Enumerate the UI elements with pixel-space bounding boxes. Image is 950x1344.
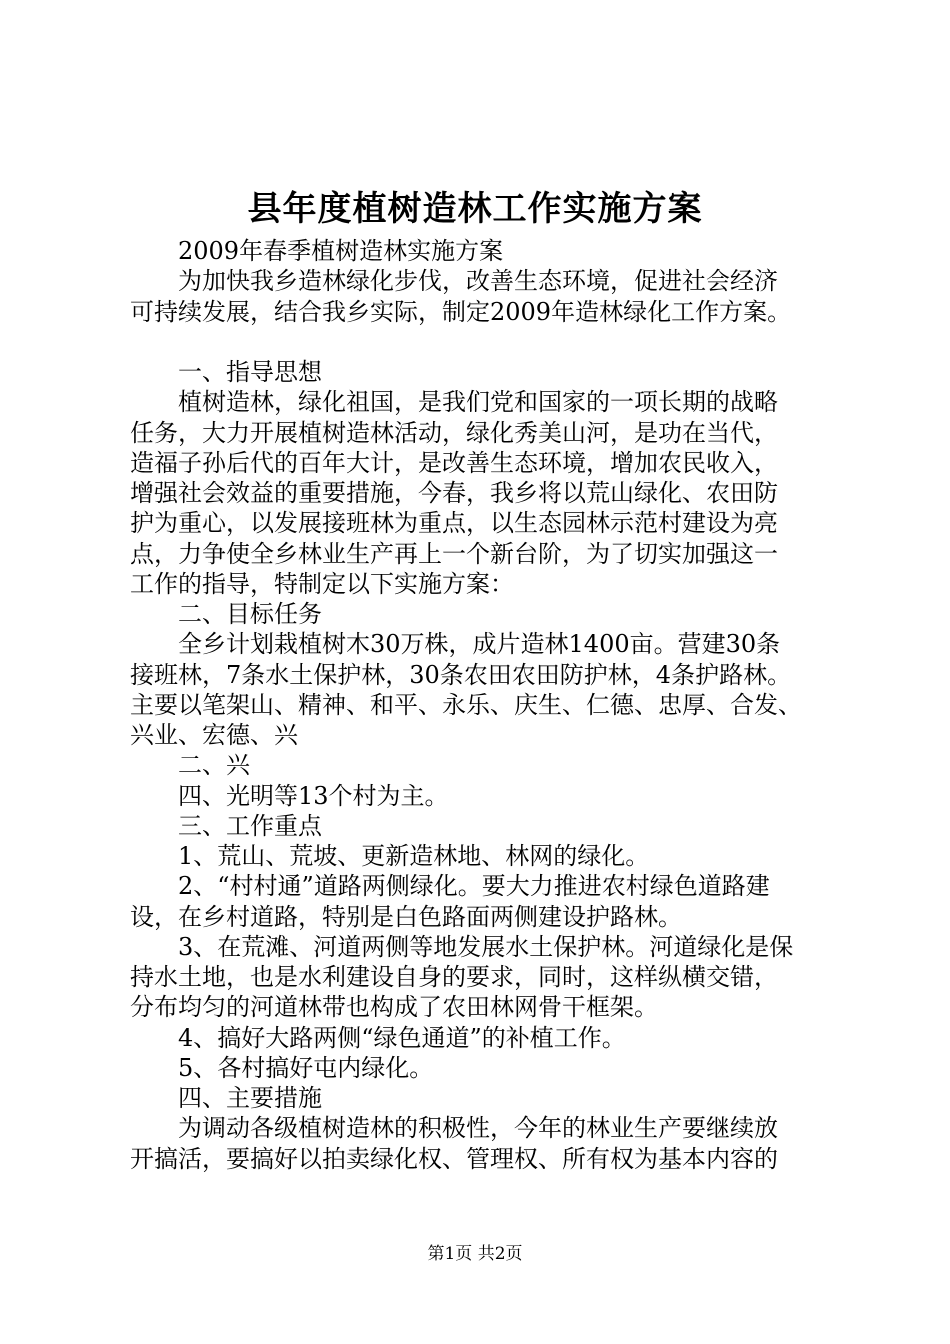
paragraph-line: 四、光明等13个村为主。 bbox=[178, 781, 449, 810]
paragraph-line: 为调动各级植树造林的积极性，今年的林业生产要继续放 bbox=[178, 1114, 778, 1143]
paragraph-line: 二、兴 bbox=[178, 751, 250, 780]
document-body bbox=[130, 236, 830, 1174]
document-title: 县年度植树造林工作实施方案 bbox=[247, 189, 703, 229]
paragraph-line: 2009年春季植树造林实施方案 bbox=[178, 237, 504, 265]
paragraph-line: 分布均匀的河道林带也构成了农田林网骨干框架。 bbox=[130, 993, 658, 1022]
paragraph-line: 为加快我乡造林绿化步伐，改善生态环境，促进社会经济 bbox=[178, 267, 778, 296]
section-heading: 四、主要措施 bbox=[178, 1084, 322, 1112]
paragraph-line: 全乡计划栽植树木30万株，成片造林1400亩。营建30条 bbox=[178, 630, 781, 659]
blank-line bbox=[130, 327, 830, 357]
paragraph-line: 任务，大力开展植树造林活动，绿化秀美山河，是功在当代， bbox=[130, 418, 778, 447]
paragraph-line: 护为重心，以发展接班林为重点，以生态园林示范村建设为亮 bbox=[130, 509, 778, 538]
paragraph-line: 可持续发展，结合我乡实际，制定2009年造林绿化工作方案。 bbox=[130, 297, 792, 326]
paragraph-line: 开搞活，要搞好以拍卖绿化权、管理权、所有权为基本内容的 bbox=[130, 1144, 778, 1173]
paragraph-line: 兴业、宏德、兴 bbox=[130, 721, 298, 749]
list-item: 4、搞好大路两侧“绿色通道”的补植工作。 bbox=[178, 1023, 626, 1052]
page-number-footer: 第1页 共2页 bbox=[427, 1244, 523, 1264]
section-heading: 三、工作重点 bbox=[178, 811, 322, 840]
paragraph-line: 增强社会效益的重要措施，今春，我乡将以荒山绿化、农田防 bbox=[130, 479, 778, 507]
paragraph-line: 造福子孙后代的百年大计，是改善生态环境，增加农民收入， bbox=[130, 448, 778, 477]
section-heading: 一、指导思想 bbox=[178, 358, 322, 386]
list-item: 3、在荒滩、河道两侧等地发展水土保护林。河道绿化是保 bbox=[178, 932, 794, 961]
paragraph-line: 持水土地，也是水利建设自身的要求，同时，这样纵横交错， bbox=[130, 963, 778, 991]
list-item: 2、“村村通”道路两侧绿化。要大力推进农村绿色道路建 bbox=[178, 872, 770, 901]
paragraph-line: 植树造林，绿化祖国，是我们党和国家的一项长期的战略 bbox=[178, 388, 778, 417]
paragraph-line: 主要以笔架山、精神、和平、永乐、庆生、仁德、忠厚、合发、 bbox=[130, 690, 802, 719]
paragraph-line: 工作的指导，特制定以下实施方案： bbox=[130, 569, 514, 598]
paragraph-line: 接班林，7条水土保护林，30条农田农田防护林，4条护路林。 bbox=[130, 660, 792, 689]
list-item: 1、荒山、荒坡、更新造林地、林网的绿化。 bbox=[178, 842, 650, 870]
paragraph-line: 点，力争使全乡林业生产再上一个新台阶，为了切实加强这一 bbox=[130, 539, 778, 568]
section-heading: 二、目标任务 bbox=[178, 600, 322, 628]
list-item: 5、各村搞好屯内绿化。 bbox=[178, 1053, 434, 1082]
paragraph-line: 设，在乡村道路，特别是白色路面两侧建设护路林。 bbox=[130, 902, 682, 931]
